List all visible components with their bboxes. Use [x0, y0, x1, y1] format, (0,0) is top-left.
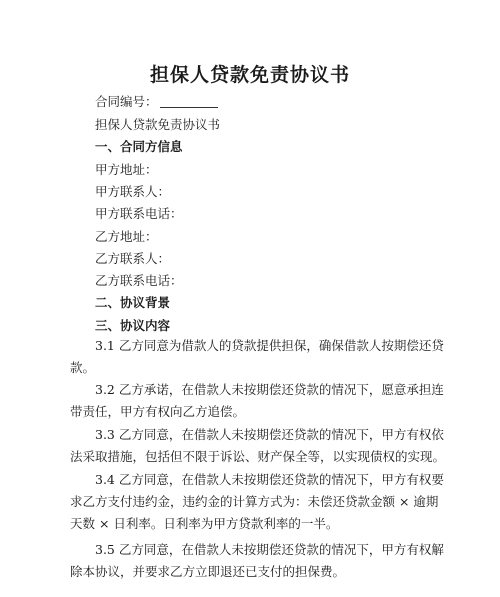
party-b-contact: 乙方联系人：: [95, 251, 171, 266]
clause-line: 除本协议，并要求乙方立即退还已支付的担保费。: [70, 564, 346, 579]
clause-line: 天数 × 日利率。日利率为甲方贷款利率的一半。: [70, 516, 339, 531]
party-a-contact: 甲方联系人：: [95, 184, 171, 199]
clause-3-2: [70, 379, 444, 423]
contract-number-row: [95, 94, 218, 110]
party-b-address: 乙方地址：: [95, 229, 158, 244]
clause-line: 法采取措施，包括但不限于诉讼、财产保全等，以实现债权的实现。: [70, 449, 446, 464]
clause-line: 求乙方支付违约金，违约金的计算方式为：未偿还贷款金额 × 逾期: [70, 494, 439, 509]
document-title: 担保人贷款免责协议书: [149, 64, 350, 86]
contract-number-label: 合同编号：: [95, 94, 158, 109]
clause-3-1: [70, 335, 444, 379]
clause-line: 款。: [70, 360, 96, 375]
contract-number-blank: [160, 95, 218, 108]
clause-line: 3.5 乙方同意，在借款人未按期偿还贷款的情况下，甲方有权解: [95, 542, 444, 557]
clause-line: 3.4 乙方同意，在借款人未按期偿还贷款的情况下，甲方有权要: [95, 472, 444, 487]
clause-line: 3.2 乙方承诺，在借款人未按期偿还贷款的情况下，愿意承担连: [95, 382, 444, 397]
clause-line: 3.1 乙方同意为借款人的贷款提供担保，确保借款人按期偿还贷: [95, 338, 444, 353]
document-subtitle: 担保人贷款免责协议书: [95, 117, 221, 132]
clause-3-4: [70, 469, 444, 535]
clause-3-3: [70, 424, 446, 468]
section-heading-content: 三、协议内容: [95, 318, 171, 333]
party-a-address: 甲方地址：: [95, 162, 158, 177]
clause-3-5: [70, 539, 444, 583]
clause-line: 带责任，甲方有权向乙方追偿。: [70, 404, 246, 419]
clause-line: 3.3 乙方同意，在借款人未按期偿还贷款的情况下，甲方有权依: [95, 427, 444, 442]
section-heading-background: 二、协议背景: [95, 295, 171, 310]
section-heading-parties: 一、合同方信息: [95, 139, 183, 154]
party-b-phone: 乙方联系电话：: [95, 273, 183, 288]
party-a-phone: 甲方联系电话：: [95, 206, 183, 221]
